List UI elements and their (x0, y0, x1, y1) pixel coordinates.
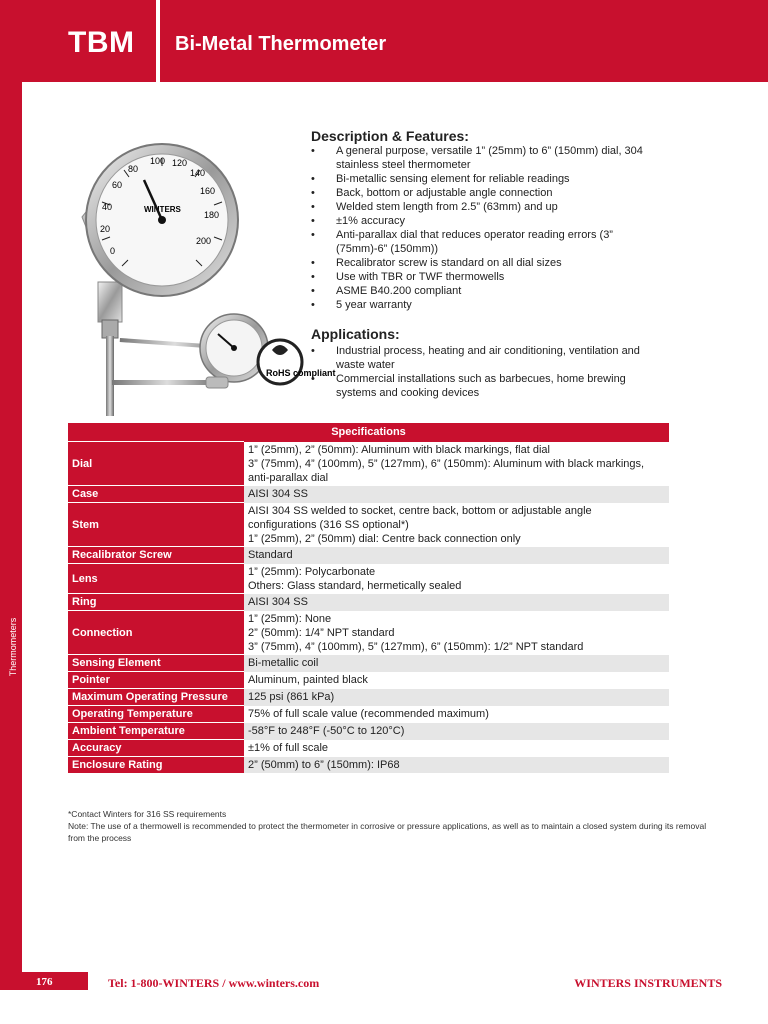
table-row (68, 442, 669, 486)
page-header (0, 0, 768, 82)
list-item: • Bi-metallic sensing element for reliable readings (311, 172, 661, 186)
spec-value (244, 547, 669, 564)
spec-label: Pointer (68, 672, 244, 689)
spec-value (244, 442, 669, 486)
page-number: 176 (36, 976, 53, 988)
spec-value-line: 2” (50mm): 1/4” NPT standard (248, 626, 395, 639)
dial-tick-120: 120 (172, 158, 188, 168)
table-row (68, 486, 669, 503)
spec-label: Lens (68, 564, 244, 594)
specifications-body (68, 442, 669, 774)
spec-value-line: 2” (50mm) to 6” (150mm): IP68 (248, 758, 400, 771)
dial-tick-40: 40 (102, 202, 113, 212)
table-row (68, 564, 669, 594)
footer-brand: WINTERS INSTRUMENTS (574, 976, 722, 990)
spec-value (244, 706, 669, 723)
feature-list (311, 144, 661, 312)
spec-value-line: configurations (316 SS optional*) (248, 518, 409, 531)
product-title: Bi-Metal Thermometer (175, 33, 387, 55)
spec-label: Accuracy (68, 740, 244, 757)
list-item: • Industrial process, heating and air conditioning, ventilation and waste water (311, 344, 661, 372)
spec-value-line: 125 psi (861 kPa) (248, 691, 335, 703)
spec-label: Recalibrator Screw (68, 547, 244, 564)
list-item: • ±1% accuracy (311, 214, 661, 228)
spec-value-line: 75% of full scale value (recommended maximum) (248, 708, 489, 720)
footnotes (68, 808, 708, 844)
spec-value (244, 611, 669, 655)
table-row (68, 706, 669, 723)
dial-tick-80: 80 (128, 164, 139, 174)
dial-tick-20: 20 (100, 224, 111, 234)
specifications-heading: Specifications (68, 423, 669, 442)
spec-value-line: AISI 304 SS welded to socket, centre back, bottom or adjustable angle (248, 504, 592, 517)
table-row (68, 655, 669, 672)
spec-value-line: Bi-metallic coil (248, 657, 319, 669)
dial-tick-100: 100 (150, 156, 166, 166)
spec-value (244, 594, 669, 611)
spec-value-line: ±1% of full scale (248, 742, 329, 754)
spec-value-line: 1” (25mm), 2” (50mm): Aluminum with black markings, flat dial (248, 443, 550, 456)
spec-value-line: 3” (75mm), 4” (100mm), 5” (127mm), 6” (150mm): Aluminum with black markings, (248, 457, 645, 470)
spec-label: Dial (68, 442, 244, 486)
applications-list (311, 344, 661, 400)
spec-label: Ambient Temperature (68, 723, 244, 740)
spec-value-line: 1” (25mm): Polycarbonate (248, 565, 376, 578)
table-row (68, 503, 669, 547)
table-row (68, 757, 669, 774)
spec-value-line: Standard (248, 549, 293, 561)
table-row (68, 723, 669, 740)
spec-value (244, 757, 669, 774)
list-item: • Anti-parallax dial that reduces operator reading errors (3” (75mm)-6” (150mm)) (311, 228, 661, 256)
list-item: • Back, bottom or adjustable angle connection (311, 186, 661, 200)
spec-label: Connection (68, 611, 244, 655)
specifications-table (68, 423, 669, 773)
list-item: • Recalibrator screw is standard on all dial sizes (311, 256, 661, 270)
spec-value (244, 740, 669, 757)
spec-value-line: -58°F to 248°F (-50°C to 120°C) (248, 725, 405, 737)
spec-value-line: AISI 304 SS (248, 596, 308, 608)
spec-value (244, 689, 669, 706)
dial-tick-60: 60 (112, 180, 123, 190)
product-code: TBM (68, 26, 135, 59)
header-divider (156, 0, 160, 82)
spec-value-line: 1” (25mm): None (248, 612, 332, 625)
spec-value (244, 503, 669, 547)
dial-tick-180: 180 (204, 210, 220, 220)
spec-value (244, 655, 669, 672)
spec-value (244, 564, 669, 594)
spec-label: Maximum Operating Pressure (68, 689, 244, 706)
spec-value-line: AISI 304 SS (248, 488, 308, 500)
spec-value (244, 723, 669, 740)
dial-tick-160: 160 (200, 186, 216, 196)
description-heading: Description & Features: (311, 128, 469, 144)
spec-value-line: 1” (25mm), 2” (50mm) dial: Centre back connection only (248, 532, 521, 545)
spec-label: Stem (68, 503, 244, 547)
spec-label: Enclosure Rating (68, 757, 244, 774)
dial-tick-0: 0 (110, 246, 116, 256)
pocket-thermometer (112, 314, 268, 388)
dial-brand: WINTERS (144, 205, 181, 214)
table-row (68, 594, 669, 611)
rohs-label: RoHS compliant (266, 368, 336, 378)
product-photo (72, 122, 336, 422)
list-item: • Welded stem length from 2.5” (63mm) and up (311, 200, 661, 214)
table-row (68, 547, 669, 564)
spec-label: Sensing Element (68, 655, 244, 672)
dial-tick-200: 200 (196, 236, 212, 246)
spec-label: Ring (68, 594, 244, 611)
dial-tick-140: 140 (190, 168, 206, 178)
spec-label: Case (68, 486, 244, 503)
list-item: • 5 year warranty (311, 298, 661, 312)
spec-value-line: 3” (75mm), 4” (100mm), 5” (127mm), 6” (150mm): 1/2” NPT standard (248, 640, 584, 653)
list-item: • A general purpose, versatile 1” (25mm) to 6” (150mm) dial, 304 stainless steel thermometer (311, 144, 661, 172)
footnote-thermowell: Note: The use of a thermowell is recommended to protect the thermometer in corrosive or pressure applications, as well as to maintain a closed system during its removal from the process (68, 821, 707, 843)
table-row (68, 672, 669, 689)
table-row (68, 740, 669, 757)
applications-heading: Applications: (311, 326, 400, 342)
sidebar-label: Thermometers (8, 617, 18, 677)
footer-contact: Tel: 1-800-WINTERS / www.winters.com (108, 976, 320, 990)
spec-value (244, 486, 669, 503)
list-item: • Use with TBR or TWF thermowells (311, 270, 661, 284)
list-item: • Commercial installations such as barbecues, home brewing systems and cooking devices (311, 372, 661, 400)
footnote-316ss: *Contact Winters for 316 SS requirements (68, 809, 227, 819)
spec-value-line: Aluminum, painted black (248, 674, 368, 686)
table-row (68, 611, 669, 655)
sidebar-band (0, 82, 22, 972)
spec-value-line: Others: Glass standard, hermetically sealed (248, 579, 462, 592)
spec-value (244, 672, 669, 689)
spec-label: Operating Temperature (68, 706, 244, 723)
table-row (68, 689, 669, 706)
spec-value-line: anti-parallax dial (248, 471, 329, 484)
list-item: • ASME B40.200 compliant (311, 284, 661, 298)
